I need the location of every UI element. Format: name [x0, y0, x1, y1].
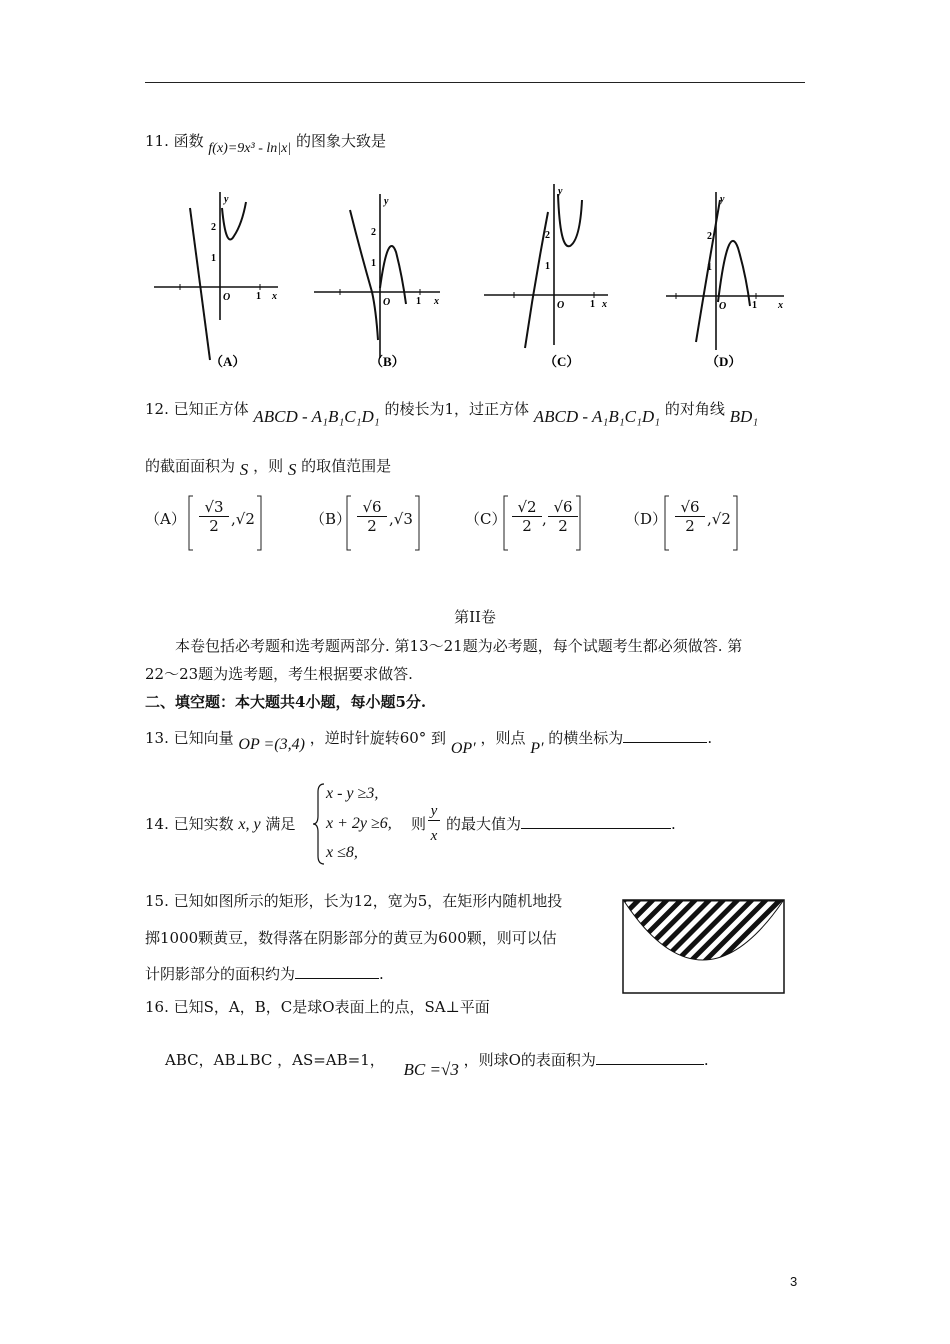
y-axis-label: y — [558, 186, 563, 197]
origin-label: O — [557, 300, 565, 311]
q15-end: . — [379, 965, 384, 983]
q12-cube-2: ABCD - A₁B₁C₁D₁ — [533, 407, 661, 426]
q13-mid2: ，则点 — [480, 729, 526, 747]
opt-a-b: ,√2 — [231, 510, 255, 528]
q12-s2: S — [287, 460, 297, 479]
q15-figure — [622, 899, 786, 995]
q14-den: x — [430, 828, 438, 844]
q14-end: . — [671, 815, 676, 833]
function-curve — [525, 212, 548, 348]
q12-option-a-label: （A） — [145, 510, 186, 528]
graph-option-label: （A） — [210, 354, 246, 369]
q14-answer-blank — [521, 814, 671, 829]
opt-d-b-val: √2 — [711, 510, 731, 528]
tick-label-2: 2 — [211, 222, 216, 233]
graph-option-label: （C） — [544, 354, 580, 369]
q12-diag: BD₁ — [729, 407, 759, 426]
section-title: 第II卷 — [454, 608, 496, 626]
q14-vars: x, y — [238, 816, 261, 833]
q16-line2 — [165, 1049, 709, 1079]
opt-c-num: √2 — [512, 498, 542, 517]
tick-label-2: 2 — [707, 231, 712, 242]
q11-graphs — [140, 180, 800, 380]
graph-option-label: （B） — [370, 354, 405, 369]
q12-stem-line2 — [145, 455, 392, 479]
q12-option-b-label: （B） — [310, 510, 352, 528]
q15-answer-blank — [295, 964, 379, 979]
q14-c3: x ≤8, — [326, 844, 358, 861]
origin-label: O — [719, 301, 727, 312]
q13-answer-blank — [623, 728, 707, 743]
section-intro-2: 22～23题为选考题，考生根据要求做答. — [145, 665, 413, 683]
opt-b-b-val: √3 — [393, 510, 413, 528]
q11-formula: f(x)=9x³ - ln|x| — [208, 141, 292, 156]
x-axis-label: x — [778, 300, 783, 311]
opt-a-den: 2 — [209, 517, 219, 535]
q12-prefix: 12. 已知正方体 — [145, 400, 249, 418]
q16-line1: 16. 已知S，A，B，C是球O表面上的点，SA⊥平面 — [145, 998, 490, 1016]
opt-c-bden: 2 — [558, 517, 568, 535]
tick-label-1: 1 — [256, 291, 261, 302]
opt-a-b-val: √2 — [235, 510, 255, 528]
q12-option-c — [502, 494, 582, 556]
tick-label-1y: 1 — [545, 261, 550, 272]
opt-d-den: 2 — [685, 517, 695, 535]
function-curve — [380, 246, 406, 304]
x-axis-label: x — [434, 296, 439, 307]
function-curve — [222, 202, 246, 240]
q13-point: P′ — [530, 740, 544, 757]
q15-line3-text: 计阴影部分的面积约为 — [145, 965, 296, 983]
tick-label-1: 1 — [416, 296, 421, 307]
q13-vec2: OP′ — [450, 740, 476, 757]
q13-suffix: 的横坐标为 — [548, 729, 624, 747]
x-axis-label: x — [272, 291, 277, 302]
q14-tail — [446, 813, 676, 834]
q11-prefix: 11. 函数 — [145, 132, 204, 150]
section-intro-1: 本卷包括必考题和选考题两部分. 第13～21题为必考题，每个试题考生都必须做答. 第 — [175, 637, 743, 655]
q14-prefix: 14. 已知实数 — [145, 815, 234, 833]
x-axis-label: x — [602, 299, 607, 310]
opt-c-den: 2 — [522, 517, 532, 535]
q13-end: . — [707, 729, 713, 747]
q12-stem-line1 — [145, 398, 759, 426]
opt-c-bnum: √6 — [548, 498, 578, 517]
q13-mid: ，逆时针旋转60° 到 — [309, 729, 447, 747]
header-rule — [145, 82, 805, 83]
q12-options — [145, 494, 805, 554]
q14-c1: x - y ≥3, — [326, 785, 379, 802]
tick-label-1y: 1 — [371, 258, 376, 269]
y-axis-label: y — [384, 196, 389, 207]
tick-label-1: 1 — [590, 299, 595, 310]
q12-line2a: 的截面面积为 — [145, 457, 236, 475]
q12-line2c: 的取值范围是 — [301, 457, 392, 475]
q14-then: 则 — [411, 815, 427, 833]
q14-c2: x + 2y ≥6, — [326, 815, 392, 832]
tick-label-2: 2 — [371, 227, 376, 238]
q14-suffix: 的最大值为 — [446, 815, 522, 833]
q12-option-d — [663, 494, 739, 556]
q14-num: y — [428, 803, 440, 821]
q16-end: . — [703, 1051, 709, 1069]
opt-d-num: √6 — [675, 498, 705, 517]
q13 — [145, 727, 713, 757]
q12-option-c-label: （C） — [465, 510, 507, 528]
tick-label-1y: 1 — [211, 253, 216, 264]
function-curve — [558, 194, 582, 246]
opt-a-num: √3 — [199, 498, 229, 517]
section-heading: 二、填空题：本大题共4小题，每小题5分. — [145, 693, 427, 711]
opt-c-comma: , — [542, 510, 547, 528]
q16-answer-blank — [596, 1050, 704, 1065]
y-axis-label: y — [224, 194, 229, 205]
tick-label-2: 2 — [545, 230, 550, 241]
y-axis-label: y — [720, 194, 725, 205]
q12-option-d-label: （D） — [625, 510, 668, 528]
q12-cube-1: ABCD - A₁B₁C₁D₁ — [253, 407, 380, 426]
q12-option-a — [187, 494, 263, 556]
q14-brace — [312, 782, 326, 866]
q16-line2-text: ABC，AB⊥BC ，AS=AB=1， — [165, 1051, 385, 1069]
q11-stem — [145, 130, 386, 156]
origin-label: O — [223, 292, 231, 303]
q15-line3 — [145, 963, 384, 984]
q13-vec: OP =(3,4) — [238, 736, 305, 753]
tick-label-1: 1 — [752, 300, 757, 311]
q12-mid2: 的对角线 — [664, 400, 725, 418]
q14-prefix-line — [145, 813, 295, 834]
q12-mid: 的棱长为1，过正方体 — [384, 400, 529, 418]
opt-b-num: √6 — [357, 498, 387, 517]
origin-label: O — [383, 297, 391, 308]
tick-label-1y: 1 — [707, 262, 712, 273]
opt-b-b: ,√3 — [389, 510, 413, 528]
function-curve — [190, 208, 210, 360]
opt-d-b: ,√2 — [707, 510, 731, 528]
graph-option-label: （D） — [706, 354, 742, 369]
q12-line2b: ，则 — [253, 457, 284, 475]
q16-suffix: ，则球O的表面积为 — [463, 1051, 596, 1069]
q15-line2: 掷1000颗黄豆，数得落在阴影部分的黄豆为600颗，则可以估 — [145, 929, 557, 947]
q16-bc: BC =√3 — [403, 1060, 459, 1079]
q13-prefix: 13. 已知向量 — [145, 729, 234, 747]
q12-option-b — [345, 494, 421, 556]
page-number: 3 — [790, 1274, 798, 1289]
q11-suffix: 的图象大致是 — [295, 132, 386, 150]
q15-line1: 15. 已知如图所示的矩形，长为12，宽为5，在矩形内随机地投 — [145, 892, 563, 910]
q14-mid: 满足 — [265, 815, 296, 833]
q12-s1: S — [239, 460, 249, 479]
opt-b-den: 2 — [367, 517, 377, 535]
